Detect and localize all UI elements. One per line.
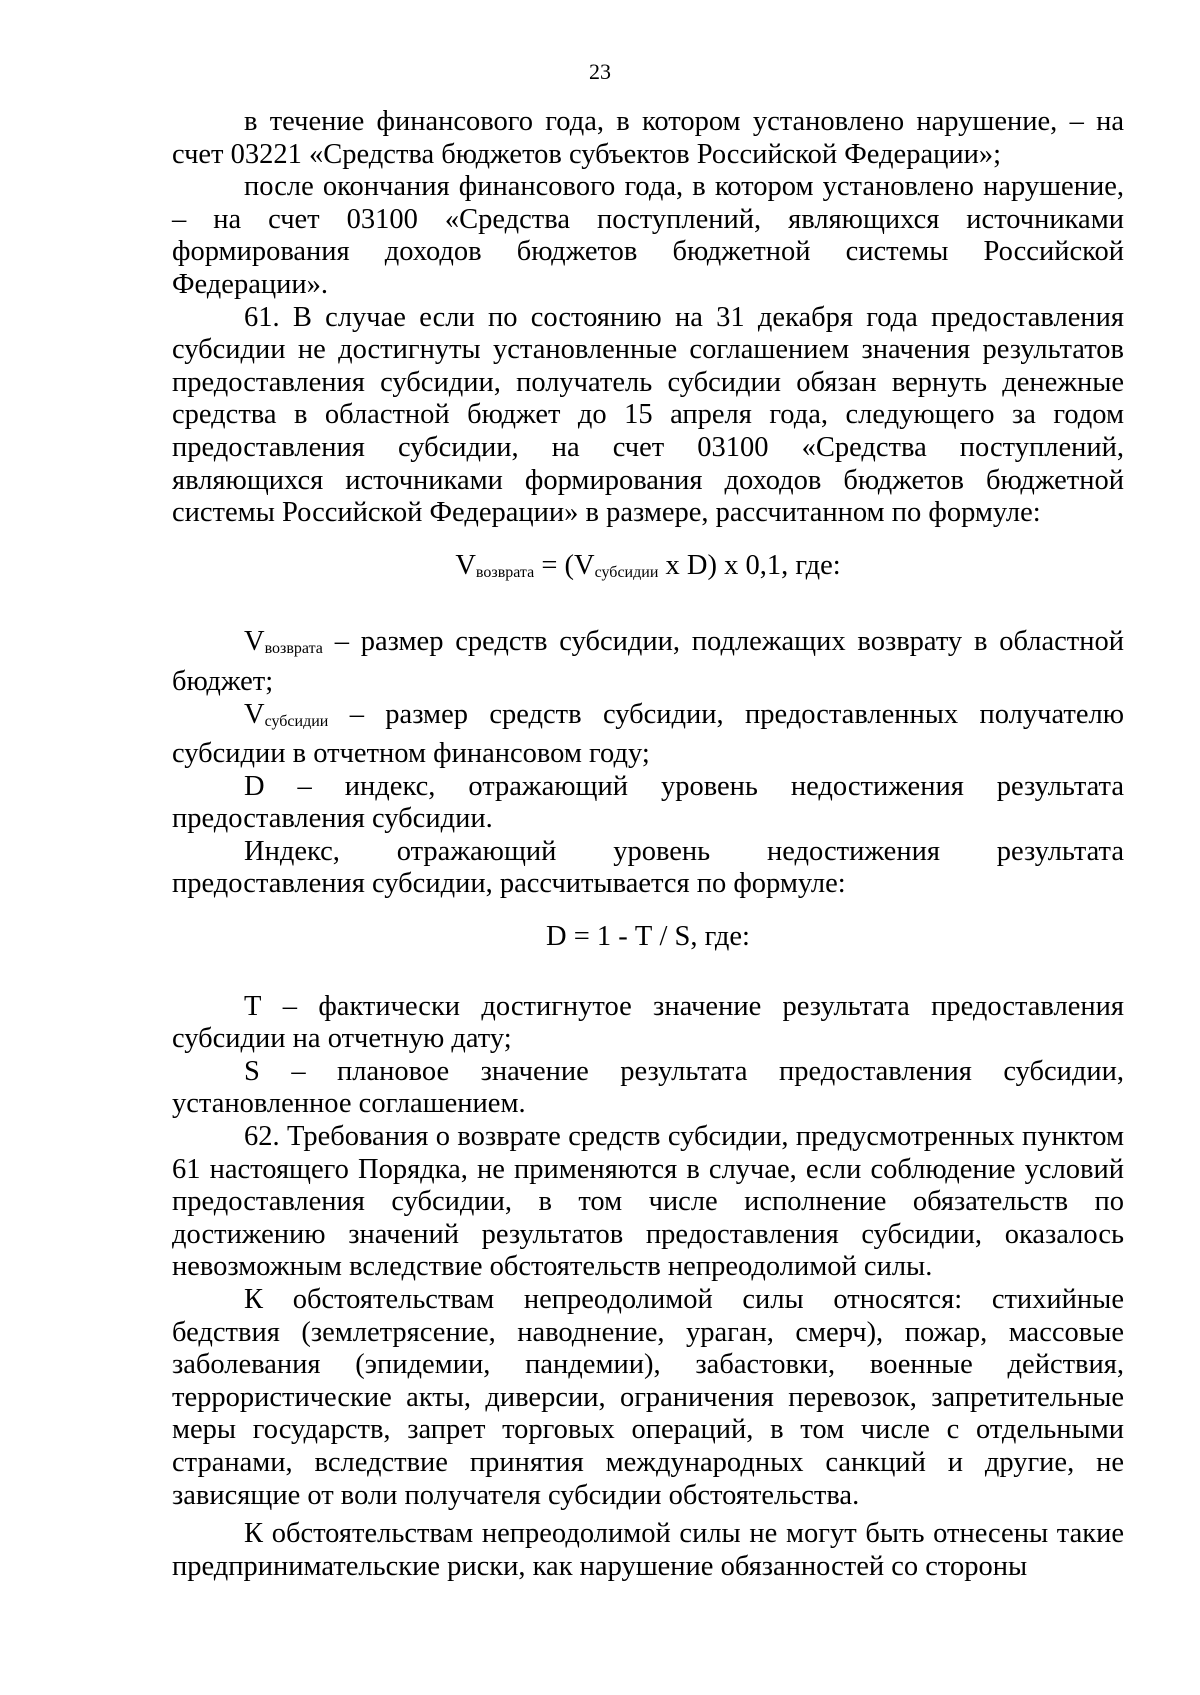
definition-v-symbol: V: [244, 626, 265, 658]
definition-v-subsidy-text: – размер средств субсидии, предоставленных получателю субсидии в отчетном финансовом году;: [172, 698, 1124, 770]
definition-v-subsidy: [172, 699, 1124, 771]
paragraph-clause-62: 62. Требования о возврате средств субсидии, предусмотренных пунктом 61 настоящего Порядка, не применяются в случае, если соблюдение условий предоставления субсидии, в том числе исполнение обязательств по достижению значений результатов предоставления субсидии, оказалось невозможным вследствие обстоятельств непреодолимой силы.: [172, 1121, 1124, 1283]
formula-eq: = (V: [534, 549, 595, 581]
paragraph-force-majeure-exclusions: К обстоятельствам непреодолимой силы не могут быть отнесены такие предпринимательские риски, как нарушение обязанностей со стороны: [172, 1518, 1124, 1582]
formula-v: V: [455, 549, 476, 581]
document-body: [172, 106, 1124, 1583]
page-number: 23: [589, 59, 611, 84]
definition-d: D – индекс, отражающий уровень недостижения результата предоставления субсидии.: [172, 770, 1124, 835]
paragraph-account-during-year: в течение финансового года, в котором установлено нарушение, – на счет 03221 «Средства бюджетов субъектов Российской Федерации»;: [172, 106, 1124, 170]
definition-t: Т – фактически достигнутое значение результата предоставления субсидии на отчетную дату;: [172, 990, 1124, 1055]
paragraph-account-after-year: после окончания финансового года, в котором установлено нарушение, – на счет 03100 «Средства поступлений, являющихся источниками формирования доходов бюджетов бюджетной системы Российской Федерации».: [172, 171, 1124, 300]
paragraph-index-intro: Индекс, отражающий уровень недостижения результата предоставления субсидии, рассчитывается по формуле:: [172, 835, 1124, 900]
paragraph-force-majeure-list: К обстоятельствам непреодолимой силы относятся: стихийные бедствия (землетрясение, наводнение, ураган, смерч), пожар, массовые заболевания (эпидемии, пандемии), забастовки, военные действия, террористические акты, диверсии, ограничения перевозок, запретительные меры государств, запрет торговых операций, в том числе с отдельными странами, вследствие принятия международных санкций и другие, не зависящие от воли получателя субсидии обстоятельства.: [172, 1284, 1124, 1511]
definition-v-sub-subsidy: субсидии: [264, 712, 329, 730]
definition-s: S – плановое значение результата предоставления субсидии, установленное соглашением.: [172, 1055, 1124, 1120]
formula-index: D = 1 - Т / S, где:: [546, 921, 750, 953]
formula-return-amount: [172, 550, 1124, 590]
definition-v-sub-return: возврата: [264, 640, 323, 658]
formula-sub-return: возврата: [475, 563, 535, 581]
formula-rest: x D) x 0,1, где:: [658, 549, 841, 581]
definition-v-return-text: – размер средств субсидии, подлежащих возврату в областной бюджет;: [172, 626, 1124, 697]
formula-sub-subsidy: субсидии: [594, 563, 659, 581]
paragraph-clause-61: 61. В случае если по состоянию на 31 декабря года предоставления субсидии не достигнуты установленные соглашением значения результатов предоставления субсидии, получатель субсидии обязан вернуть денежные средства в областной бюджет до 15 апреля года, следующего за годом предоставления субсидии, на счет 03100 «Средства поступлений, являющихся источниками формирования доходов бюджетов бюджетной системы Российской Федерации» в размере, рассчитанном по формуле:: [172, 301, 1124, 529]
definition-v-symbol-2: V: [244, 698, 265, 730]
definition-v-return: [172, 626, 1124, 698]
